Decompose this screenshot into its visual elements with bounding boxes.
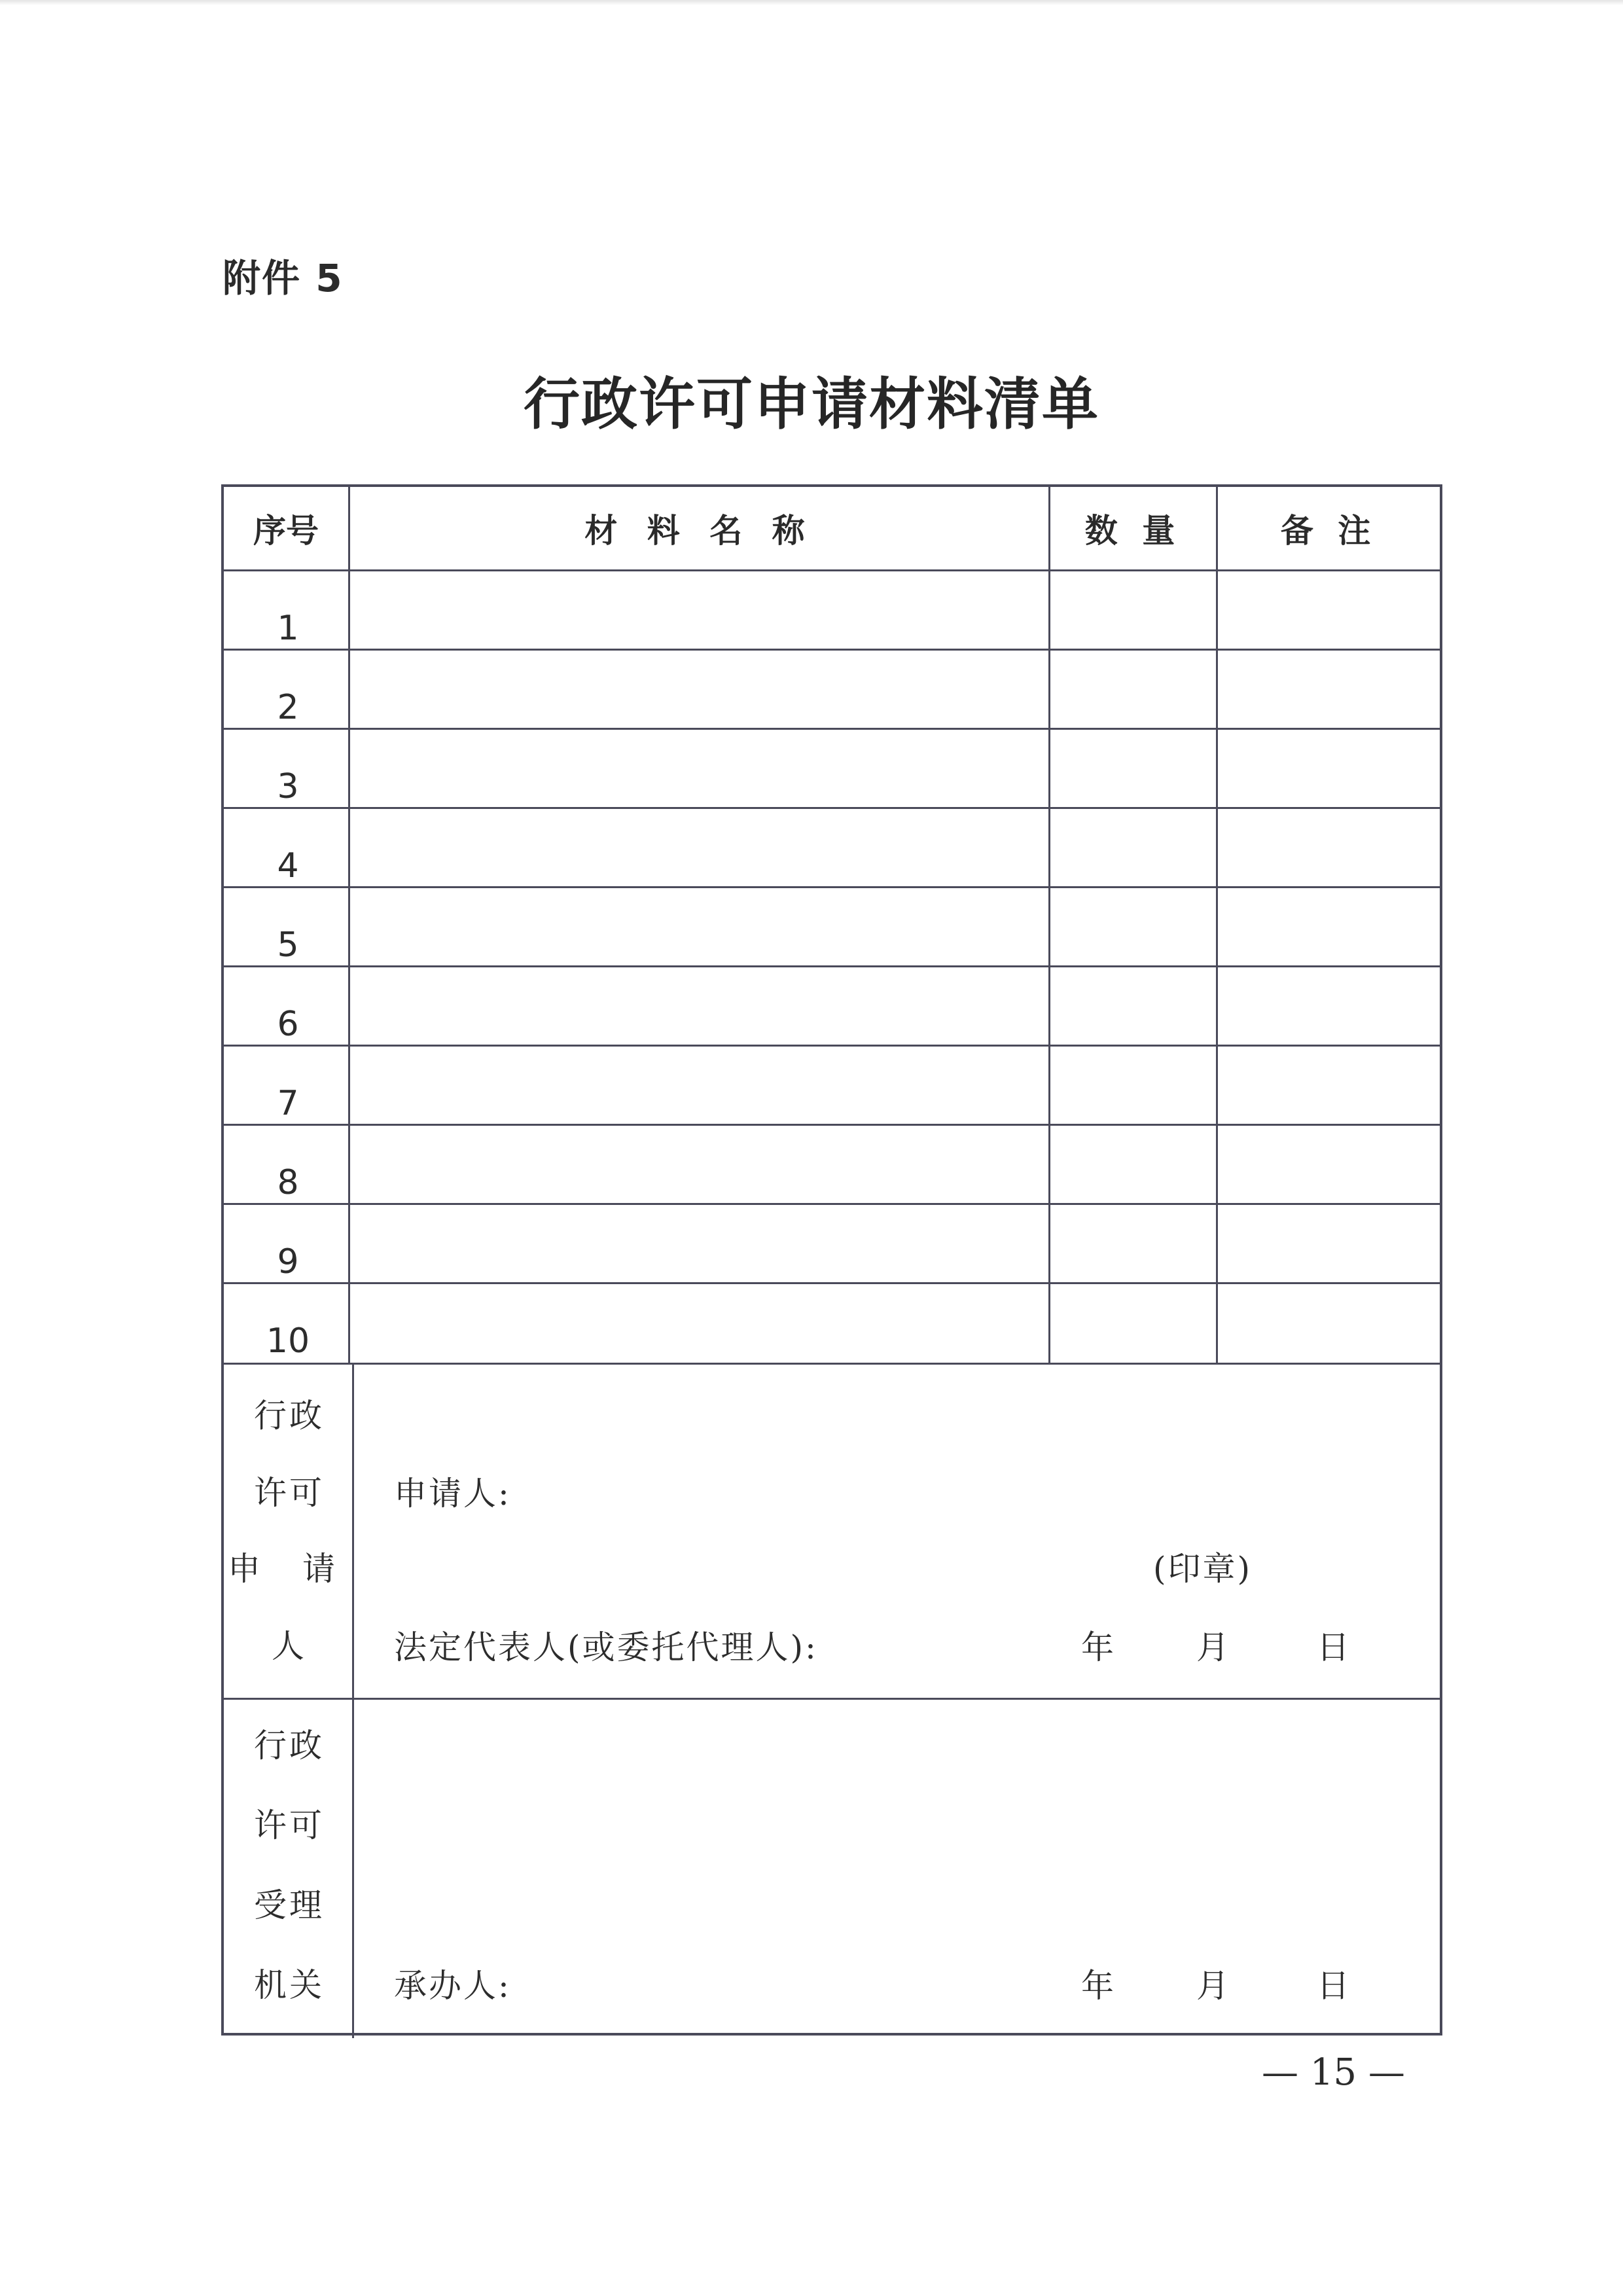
column-divider bbox=[1216, 487, 1218, 1364]
handler-field-label: 承办人: bbox=[394, 1967, 511, 2005]
attachment-label: 附件 5 bbox=[223, 256, 344, 300]
applicant-date-day: 日 bbox=[1317, 1628, 1351, 1666]
authority-label-line: 机关 bbox=[254, 1966, 325, 2004]
row-number: 6 bbox=[277, 1005, 299, 1044]
page-top-edge bbox=[0, 0, 1623, 5]
row-divider bbox=[224, 807, 1440, 809]
header-remark: 备 注 bbox=[1280, 512, 1378, 550]
page-number: — 15 — bbox=[1262, 2051, 1405, 2094]
row-divider bbox=[224, 1363, 1440, 1365]
header-quantity: 数 量 bbox=[1084, 512, 1182, 550]
authority-label-line: 行政 bbox=[254, 1727, 325, 1765]
authority-label-line: 受理 bbox=[254, 1886, 325, 1924]
authority-date-month: 月 bbox=[1196, 1967, 1231, 2005]
authority-section-label bbox=[224, 1700, 355, 2036]
row-number: 3 bbox=[277, 767, 299, 806]
materials-table bbox=[221, 484, 1442, 2036]
applicant-date-month: 月 bbox=[1196, 1628, 1231, 1666]
document-title: 行政许可申请材料清单 bbox=[524, 372, 1099, 437]
authority-label-line: 许可 bbox=[254, 1806, 325, 1844]
row-number: 2 bbox=[277, 688, 299, 727]
row-divider bbox=[224, 1124, 1440, 1126]
row-divider bbox=[224, 1698, 1440, 1700]
applicant-label-line: 行政 bbox=[254, 1397, 325, 1435]
row-number: 8 bbox=[277, 1163, 299, 1202]
seal-label: (印章) bbox=[1153, 1550, 1253, 1588]
authority-date-year: 年 bbox=[1081, 1967, 1116, 2005]
applicant-label-line: 人 bbox=[272, 1627, 307, 1665]
row-divider bbox=[224, 1203, 1440, 1205]
row-divider bbox=[224, 569, 1440, 571]
row-divider bbox=[224, 1045, 1440, 1047]
applicant-section-label bbox=[224, 1365, 355, 1698]
applicant-field-label: 申请人: bbox=[394, 1475, 511, 1513]
column-divider bbox=[1048, 487, 1050, 1364]
row-divider bbox=[224, 728, 1440, 730]
row-divider bbox=[224, 1282, 1440, 1284]
row-divider bbox=[224, 649, 1440, 651]
header-material-name: 材 料 名 称 bbox=[584, 512, 814, 550]
authority-date-day: 日 bbox=[1317, 1967, 1351, 2005]
row-number: 9 bbox=[277, 1242, 299, 1282]
row-number: 1 bbox=[277, 609, 299, 648]
row-number: 4 bbox=[277, 846, 299, 886]
row-number: 7 bbox=[277, 1084, 299, 1123]
row-number: 5 bbox=[277, 925, 299, 965]
row-number: 10 bbox=[266, 1321, 310, 1361]
legal-representative-label: 法定代表人(或委托代理人): bbox=[394, 1628, 818, 1666]
applicant-date-year: 年 bbox=[1081, 1628, 1116, 1666]
row-divider bbox=[224, 886, 1440, 888]
header-serial-no: 序号 bbox=[253, 512, 319, 550]
row-divider bbox=[224, 965, 1440, 967]
applicant-label-line: 申 请 bbox=[228, 1550, 351, 1588]
applicant-label-line: 许可 bbox=[254, 1474, 325, 1512]
